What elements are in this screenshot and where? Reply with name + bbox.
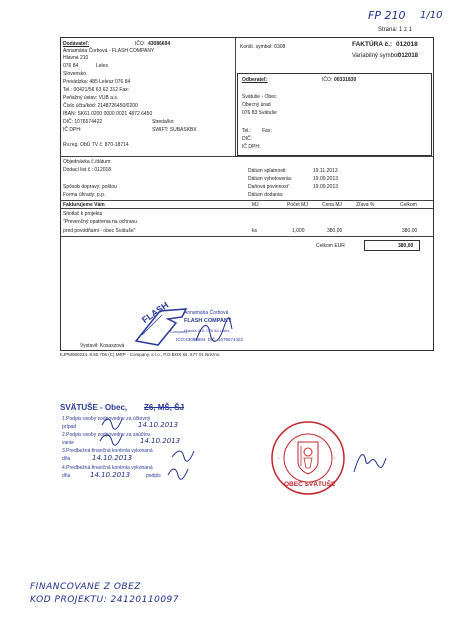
approval-line: dňa <box>62 456 71 462</box>
supplier-line: Annamária Čorbová - FLASH COMPANY <box>63 48 155 54</box>
item-qty: 1,000 <box>292 228 305 234</box>
item-unit: ks <box>252 228 257 234</box>
order-line: Forma úhrady: p.p. <box>63 192 106 198</box>
customer-ico: 00331830 <box>334 77 357 83</box>
round-seal <box>270 420 346 496</box>
supplier-streda: Streda/ko: <box>152 119 175 125</box>
var-symbol: 012018 <box>398 53 419 59</box>
col-header: Zľava % <box>356 202 375 208</box>
supplier-line: 076 84 <box>63 63 79 69</box>
approval-line: prípad <box>62 424 77 430</box>
supplier-ico: 43086694 <box>148 41 171 47</box>
date-value: 19.09.2013 <box>313 176 339 182</box>
customer-tel: Tel.: <box>242 128 252 134</box>
supplier-line: DIČ: 1076574422 <box>63 119 103 125</box>
approval-date: 14.10.2013 <box>92 454 133 462</box>
approval-line: 4.Predbežná finančná kontrola vykonaná <box>62 465 153 471</box>
header-divider <box>235 37 236 156</box>
date-value: 19.09.2013 <box>313 184 339 190</box>
order-line: Dodací list č.: 012018 <box>63 167 112 173</box>
date-label: Dátum vyhotovenia: <box>248 176 293 182</box>
stamp-line: Hlavná 210, 076 84 Leles <box>184 328 230 333</box>
stamp-line: FLASH COMPANY <box>184 318 232 324</box>
village-stamp-title: SVÄTUŠE - Obec, <box>60 403 128 412</box>
stamp-line: IČO:43086694, DIČ: 1076574422 <box>176 337 244 342</box>
date-label: Dátum splatnosti: <box>248 168 287 174</box>
table-header-line <box>60 208 433 209</box>
approval-line: 2.Podpis osoby zodpovedne za zaúčtov. <box>62 432 152 438</box>
supplier-swift: SWIFT: SUBASKBX <box>152 127 197 133</box>
signature-icon <box>194 317 234 347</box>
software-footer: KJPM060224, 8.50.706 (C) MRP - Company, s.r.o., P.O.BOX 84, 577 01 Brezno <box>60 352 220 357</box>
col-header: Celkom <box>400 202 417 208</box>
table-top-line <box>60 200 433 201</box>
flash-logo-sub: Company <box>170 329 188 334</box>
konst-symbol: Konšt. symbol: 0308 <box>240 44 286 50</box>
customer-line: 076 83 Svätuše <box>242 110 277 116</box>
customer-fax: Fax: <box>262 128 272 134</box>
customer-icdph: IČ DPH: <box>242 144 261 150</box>
approval-line: 3.Predbežná finančná kontrola vykonaná <box>62 448 153 454</box>
date-label: Daňová povinnosť: <box>248 184 290 190</box>
item-text: Sitotlač k projektu <box>63 211 103 217</box>
table-bottom-line <box>60 236 433 237</box>
village-stamp-struck: Z6, MŠ, ŠJ <box>144 403 185 412</box>
svg-text:*: * <box>334 456 336 461</box>
handwritten-code: FP 210 <box>368 9 406 22</box>
order-line: Spôsob dopravy: poštou <box>63 184 117 190</box>
supplier-line: Hlavná 210 <box>63 55 89 61</box>
supplier-line: IČ DPH: <box>63 127 82 133</box>
handwritten-note: KOD PROJEKTU: 24120110097 <box>30 595 180 605</box>
approval-line: 1.Podpis osoby zodpovedne za účtovný <box>62 416 151 422</box>
customer-heading: Odberateľ: <box>242 77 268 83</box>
approval-date: 14.10.2013 <box>138 421 179 429</box>
section-divider <box>60 156 433 157</box>
col-header: Počet MJ <box>287 202 308 208</box>
stamp-line: Annamária Čorbová <box>184 310 229 316</box>
approval-date: 14.10.2013 <box>140 437 181 445</box>
item-price: 380,00 <box>327 228 343 234</box>
item-total: 380,00 <box>402 228 418 234</box>
approval-line: podpis <box>146 473 161 479</box>
var-symbol-label: Variabilný symbol: <box>352 53 401 59</box>
item-text: pred povodňami - obec Svätuše" <box>63 228 136 234</box>
flash-logo-text: FLASH <box>140 299 171 326</box>
date-label: Dátum dodania: <box>248 192 284 198</box>
total-label: Celkom EUR <box>316 243 345 249</box>
customer-dic: DIČ: <box>242 136 252 142</box>
supplier-heading: Dodávateľ: <box>63 41 90 47</box>
col-header: Fakturujeme Vám <box>63 202 105 208</box>
total-value: 380,00 <box>398 243 414 249</box>
supplier-line: IBAN: SK61 0200 0000 0021 4872 6450 <box>63 111 153 117</box>
supplier-line: Tel.: 00421/56 63 62 312 Fax: <box>63 87 130 93</box>
supplier-registry: Rv.reg. ObÚ TV č. 870-18714 <box>63 142 129 148</box>
customer-line: Svätuše - Obec <box>242 94 277 100</box>
approval-line: dňa <box>62 473 71 479</box>
handwritten-signatures-icon <box>60 403 250 493</box>
supplier-line: Slovensko <box>63 71 87 77</box>
supplier-line: Peňažný ústav: VUB a.s. <box>63 95 119 101</box>
svg-text:*: * <box>278 456 280 461</box>
approval-line: vanie <box>62 440 74 446</box>
invoice-number: 012018 <box>396 41 418 48</box>
mayor-signature-icon <box>350 448 390 478</box>
company-stamp <box>132 299 254 349</box>
supplier-ico-label: IČO: <box>135 41 146 47</box>
supplier-line: Číslo účtu/kód: 2148726450/0200 <box>63 103 138 109</box>
supplier-line: Prevádzka: 485 Lelesz 076 84 <box>63 79 131 85</box>
date-value: 19.11.2013 <box>313 168 338 174</box>
invoice-title: FAKTÚRA č.: <box>352 41 393 48</box>
handwritten-pages: 1/10 <box>420 10 443 21</box>
issued-by: Vystavil: Kosaszová <box>80 343 125 349</box>
customer-ico-label: IČO: <box>322 77 333 83</box>
approval-date: 14.10.2013 <box>90 471 131 479</box>
order-line: Objednávka č./dátum: <box>63 159 112 165</box>
village-stamp <box>60 403 250 493</box>
item-text: "Prevenčný opatrenia na ochranu <box>63 219 138 225</box>
col-header: Cena MJ <box>322 202 343 208</box>
seal-text: OBEC SVÄTUŠE <box>284 481 336 488</box>
supplier-city: Leles <box>96 63 108 69</box>
page-label: Strana: 1 z 1 <box>378 27 413 33</box>
handwritten-note: FINANCOVANE Z OBEZ <box>30 582 141 592</box>
col-header: MJ <box>252 202 259 208</box>
customer-line: Obecný úrad <box>242 102 271 108</box>
